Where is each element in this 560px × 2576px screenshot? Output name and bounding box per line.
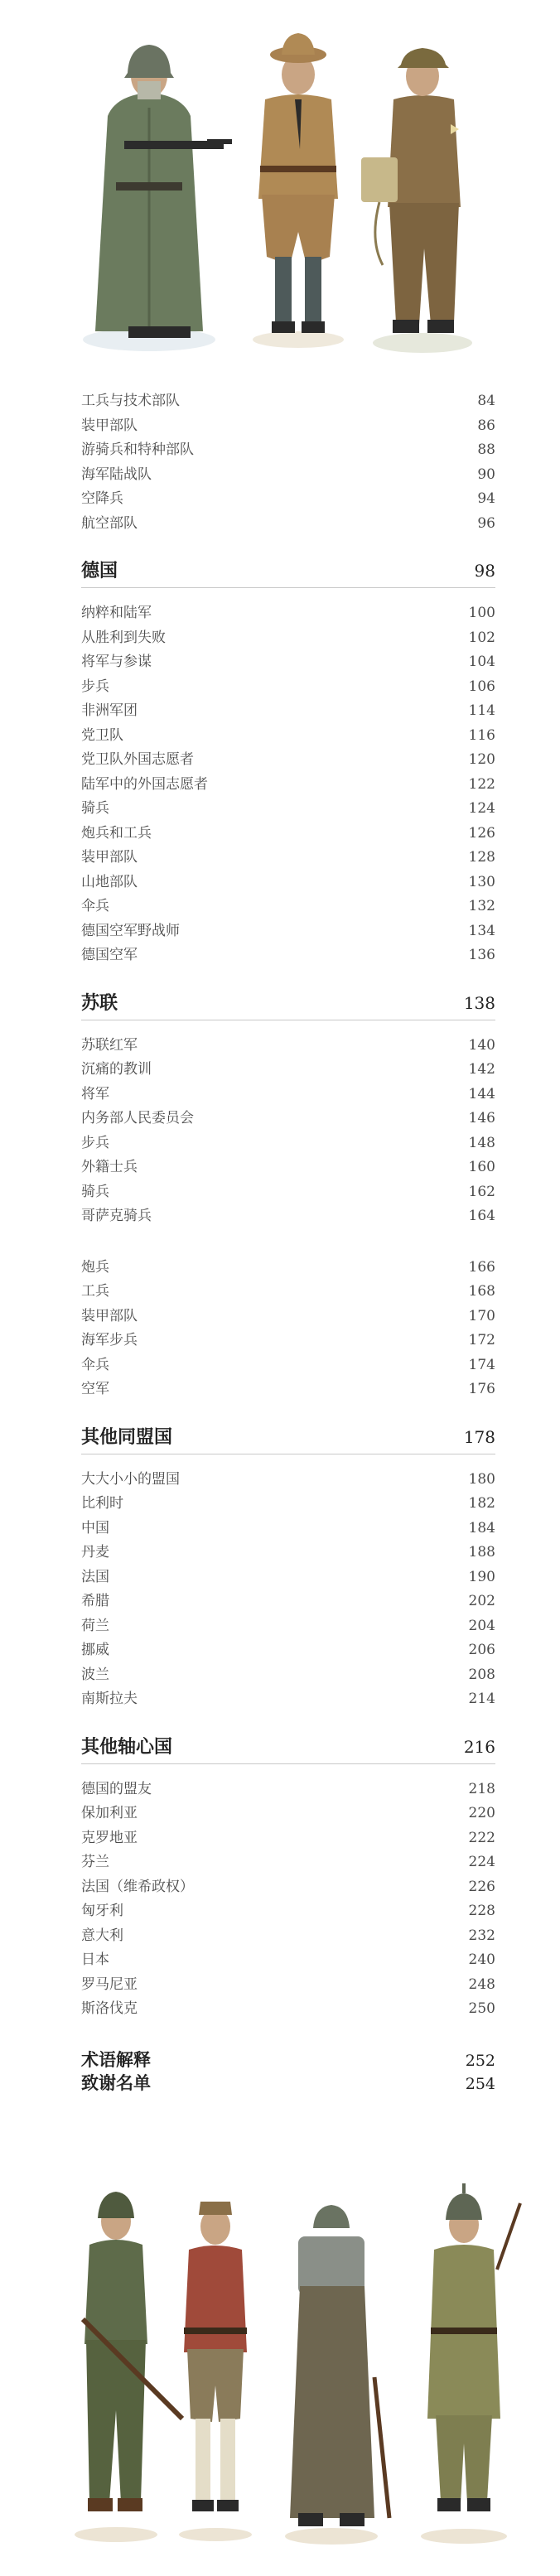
axis-items-group xyxy=(81,1778,495,2022)
toc-entry[interactable]: 中国 184 xyxy=(81,1519,495,1536)
soviet-items-group-2 xyxy=(81,1256,495,1402)
toc-entry[interactable]: 比利时 182 xyxy=(81,1495,495,1512)
red-tunic-soldier-figure xyxy=(179,2202,252,2541)
toc-entry[interactable]: 挪威 206 xyxy=(81,1642,495,1658)
toc-entry[interactable]: 内务部人民委员会 146 xyxy=(81,1110,495,1126)
toc-entry[interactable]: 意大利 232 xyxy=(81,1927,495,1944)
toc-entry[interactable]: 党卫队外国志愿者 120 xyxy=(81,751,495,768)
top-soldiers-illustration xyxy=(58,17,505,364)
section-heading-other-allies[interactable]: 其他同盟国 178 xyxy=(81,1421,495,1454)
toc-entry[interactable]: 哥萨克骑兵 164 xyxy=(81,1208,495,1224)
toc-entry[interactable]: 空降兵 94 xyxy=(81,490,495,507)
toc-entry[interactable]: 芬兰 224 xyxy=(81,1854,495,1870)
final-gap xyxy=(81,2022,495,2048)
toc-entry[interactable]: 德国空军野战师 134 xyxy=(81,922,495,939)
toc-entry[interactable]: 斯洛伐克 250 xyxy=(81,2000,495,2017)
toc-entry[interactable]: 装甲部队 170 xyxy=(81,1307,495,1324)
toc-entry[interactable]: 外籍士兵 160 xyxy=(81,1159,495,1175)
toc-entry[interactable]: 装甲部队 86 xyxy=(81,417,495,434)
toc-entry[interactable]: 保加利亚 220 xyxy=(81,1805,495,1821)
toc-entry[interactable]: 希腊 202 xyxy=(81,1593,495,1609)
toc-entry[interactable]: 海军步兵 172 xyxy=(81,1332,495,1348)
toc-entry[interactable]: 空军 176 xyxy=(81,1381,495,1397)
british-battledress-soldier-figure xyxy=(361,48,472,353)
toc-entry[interactable]: 步兵 148 xyxy=(81,1134,495,1151)
toc-entry[interactable]: 山地部队 130 xyxy=(81,873,495,890)
toc-entry[interactable]: 非洲军团 114 xyxy=(81,702,495,719)
section-heading-other-axis[interactable]: 其他轴心国 216 xyxy=(81,1730,495,1764)
toc-entry[interactable]: 罗马尼亚 248 xyxy=(81,1975,495,1993)
rifleman-soldier-figure xyxy=(75,2192,182,2542)
intro-items-group xyxy=(81,389,495,536)
toc-entry[interactable]: 德国的盟友 218 xyxy=(81,1780,495,1797)
toc-entry[interactable]: 沉痛的教训 142 xyxy=(81,1061,495,1078)
khaki-tropical-soldier-figure xyxy=(253,33,344,348)
toc-entry[interactable]: 伞兵 132 xyxy=(81,898,495,914)
pack-carrier-soldier-figure xyxy=(285,2205,389,2545)
toc-entry[interactable]: 从胜利到失败 102 xyxy=(81,629,495,646)
toc-entry[interactable]: 炮兵 166 xyxy=(81,1258,495,1276)
bottom-soldiers-illustration xyxy=(66,2170,538,2551)
column-gap xyxy=(81,1229,495,1256)
toc-entry-glossary[interactable]: 术语解释 252 xyxy=(81,2048,495,2070)
toc-entry[interactable]: 纳粹和陆军 100 xyxy=(81,605,495,621)
section-heading-soviet-union[interactable]: 苏联 138 xyxy=(81,987,495,1020)
toc-entry[interactable]: 苏联红军 140 xyxy=(81,1036,495,1054)
toc-entry[interactable]: 法国（维希政权） 226 xyxy=(81,1878,495,1895)
german-greatcoat-soldier-figure xyxy=(83,45,232,351)
toc-entry[interactable]: 航空部队 96 xyxy=(81,514,495,532)
toc-entry[interactable]: 工兵与技术部队 84 xyxy=(81,393,495,409)
toc-entry[interactable]: 党卫队 116 xyxy=(81,726,495,744)
toc-entry[interactable]: 伞兵 174 xyxy=(81,1356,495,1373)
toc-entry[interactable]: 法国 190 xyxy=(81,1568,495,1585)
toc-entry[interactable]: 荷兰 204 xyxy=(81,1617,495,1634)
toc-entry-acknowledgements[interactable]: 致谢名单 254 xyxy=(81,2072,495,2093)
toc-entry[interactable]: 将军与参谋 104 xyxy=(81,654,495,670)
toc-entry[interactable]: 波兰 208 xyxy=(81,1666,495,1683)
allies-items-group xyxy=(81,1468,495,1712)
toc-entry[interactable]: 大大小小的盟国 180 xyxy=(81,1470,495,1488)
toc-entry[interactable]: 骑兵 124 xyxy=(81,800,495,817)
greatcoat-helmet-soldier-figure xyxy=(421,2183,520,2544)
toc-entry[interactable]: 丹麦 188 xyxy=(81,1544,495,1561)
toc-entry[interactable]: 装甲部队 128 xyxy=(81,849,495,866)
toc-entry[interactable]: 炮兵和工兵 126 xyxy=(81,824,495,842)
toc-entry[interactable]: 将军 144 xyxy=(81,1085,495,1102)
toc-entry[interactable]: 工兵 168 xyxy=(81,1283,495,1300)
toc-entry[interactable]: 陆军中的外国志愿者 122 xyxy=(81,775,495,793)
toc-entry[interactable]: 德国空军 136 xyxy=(81,947,495,963)
section-heading-germany[interactable]: 德国 98 xyxy=(81,554,495,588)
toc-entry[interactable]: 海军陆战队 90 xyxy=(81,466,495,483)
toc-entry[interactable]: 步兵 106 xyxy=(81,678,495,695)
toc-entry[interactable]: 克罗地亚 222 xyxy=(81,1829,495,1846)
germany-items-group xyxy=(81,601,495,968)
soviet-items-group-1 xyxy=(81,1034,495,1229)
toc-entry[interactable]: 骑兵 162 xyxy=(81,1183,495,1200)
toc-entry[interactable]: 南斯拉夫 214 xyxy=(81,1691,495,1707)
toc-entry[interactable]: 日本 240 xyxy=(81,1951,495,1968)
toc-entry[interactable]: 游骑兵和特种部队 88 xyxy=(81,441,495,458)
table-of-contents xyxy=(81,389,495,2095)
toc-entry[interactable]: 匈牙利 228 xyxy=(81,1903,495,1919)
